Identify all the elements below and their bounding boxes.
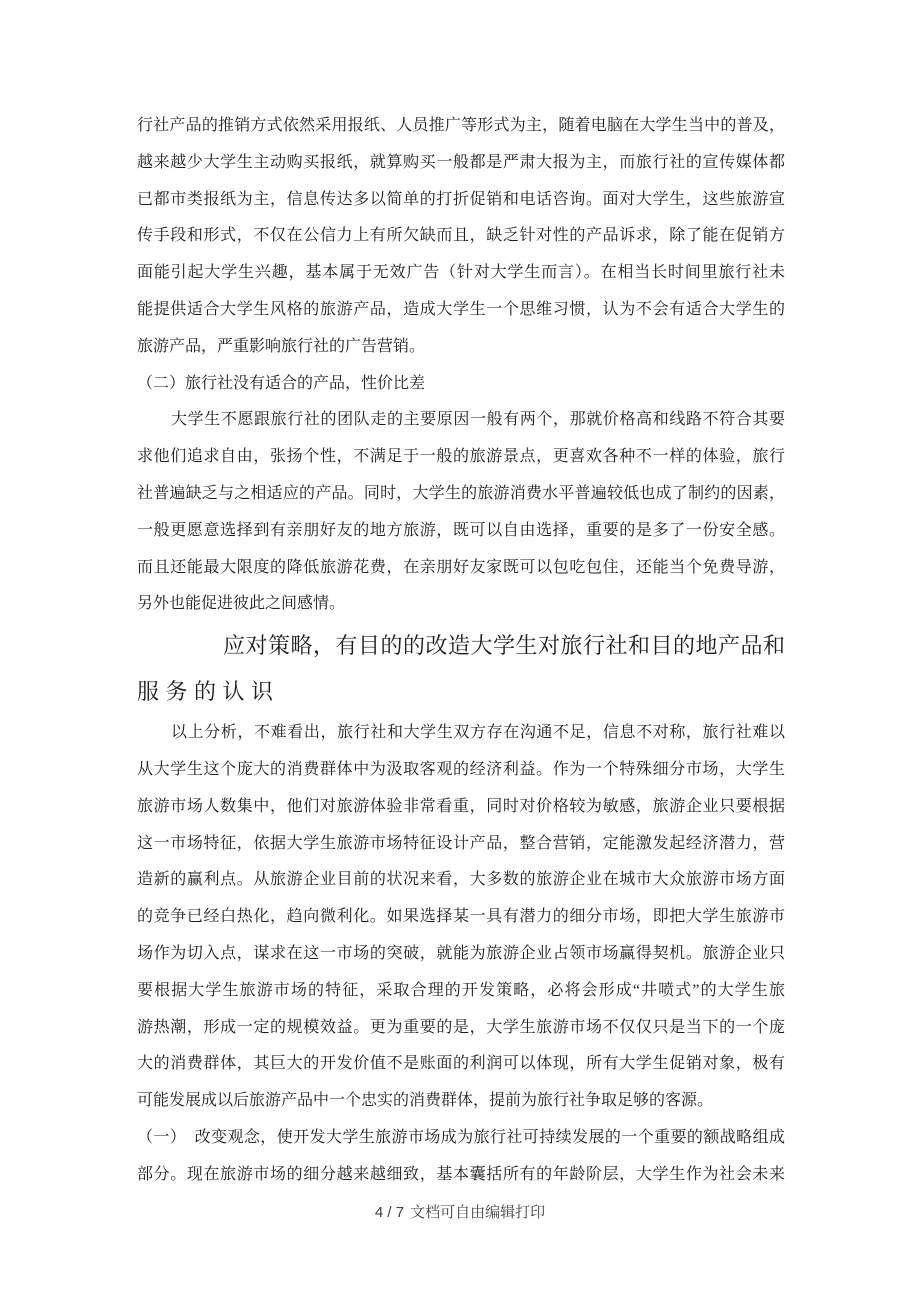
text-line: 从大学生这个庞大的消费群体中为汲取客观的经济利益。作为一个特殊细分市场，大学生: [137, 760, 785, 778]
heading-line: 服务的认识: [137, 679, 280, 705]
text-line: 大学生不愿跟旅行社的团队走的主要原因一般有两个，那就价格高和线路不符合其要: [171, 411, 785, 429]
document-content: [137, 108, 785, 1194]
paragraph-student-reasons: [137, 402, 785, 623]
page-footer: [0, 1202, 920, 1224]
text-line: 另外也能促进彼此之间感情。: [137, 595, 346, 613]
text-line: 游热潮，形成一定的规模效益。更为重要的是，大学生旅游市场不仅仅只是当下的一个庞: [137, 1018, 785, 1036]
paragraph-market-analysis: [137, 715, 785, 1120]
text-line: 要根据大学生旅游市场的特征，采取合理的开发策略，必将会形成“井喷式”的大学生旅: [137, 981, 785, 999]
text-line: 这一市场特征，依据大学生旅游市场特征设计产品，整合营销，定能激发起经济潜力，营: [137, 834, 785, 852]
text-line: 大的消费群体，其巨大的开发价值不是账面的利润可以体现，所有大学生促销对象，极有: [137, 1055, 785, 1073]
text-line: 能提供适合大学生风格的旅游产品，造成大学生一个思维习惯，认为不会有适合大学生的: [137, 300, 785, 318]
heading-line: 应对策略，有目的的改造大学生对旅行社和目的地产品和: [223, 633, 785, 659]
text-line: 求他们追求自由，张扬个性，不满足于一般的旅游景点，更喜欢各种不一样的体验，旅行: [137, 448, 785, 466]
text-line: 造新的赢利点。从旅游企业目前的状况来看，大多数的旅游企业在城市大众旅游市场方面: [137, 871, 785, 889]
text-line: （二）旅行社没有适合的产品，性价比差: [137, 374, 426, 392]
paragraph-promotion-channels: [137, 108, 785, 366]
text-line: 社普遍缺乏与之相适应的产品。同时，大学生的旅游消费水平普遍较低也成了制约的因素，: [137, 484, 785, 502]
text-line: 一般更愿意选择到有亲朋好友的地方旅游，既可以自由选择，重要的是多了一份安全感。: [137, 521, 785, 539]
heading-response-strategy: [137, 623, 785, 715]
text-line: 而且还能最大限度的降低旅游花费，在亲朋好友家既可以包吃包住，还能当个免费导游，: [137, 558, 785, 576]
footer-note: 文档可自由编辑打印: [410, 1204, 546, 1221]
text-line: 旅游产品，严重影响旅行社的广告营销。: [137, 337, 426, 355]
text-line: 面能引起大学生兴趣，基本属于无效广告（针对大学生而言）。在相当长时间里旅行社未: [137, 264, 785, 282]
text-line: 旅游市场人数集中，他们对旅游体验非常看重，同时对价格较为敏感，旅游企业只要根据: [137, 797, 785, 815]
text-line: 已都市类报纸为主，信息传达多以简单的打折促销和电话咨询。面对大学生，这些旅游宣: [137, 190, 785, 208]
subheading-section-two: [137, 366, 785, 403]
text-line: 传手段和形式，不仅在公信力上有所欠缺而且，缺乏针对性的产品诉求，除了能在促销方: [137, 227, 785, 245]
text-line: 行社产品的推销方式依然采用报纸、人员推广等形式为主，随着电脑在大学生当中的普及，: [137, 117, 785, 134]
text-line: 场作为切入点，谋求在这一市场的突破，就能为旅游企业占领市场赢得契机。旅游企业只: [137, 944, 785, 962]
text-line: 的竞争已经白热化，趋向微利化。如果选择某一具有潜力的细分市场，即把大学生旅游市: [137, 908, 785, 926]
page-number-indicator: 4 / 7: [374, 1204, 405, 1221]
text-line: 越来越少大学生主动购买报纸，就算购买一般都是严肃大报为主，而旅行社的宣传媒体都: [137, 153, 785, 171]
text-line: （一） 改变观念，使开发大学生旅游市场成为旅行社可持续发展的一个重要的额战略组成: [137, 1128, 785, 1146]
text-line: 部分。现在旅游市场的细分越来越细致，基本囊括所有的年龄阶层，大学生作为社会未来: [137, 1165, 785, 1183]
text-line: 可能发展成以后旅游产品中一个忠实的消费群体，提前为旅行社争取足够的客源。: [137, 1092, 714, 1110]
text-line: 以上分析，不难看出，旅行社和大学生双方存在沟通不足，信息不对称，旅行社难以: [171, 724, 785, 742]
paragraph-item-one-change-mindset: [137, 1120, 785, 1194]
